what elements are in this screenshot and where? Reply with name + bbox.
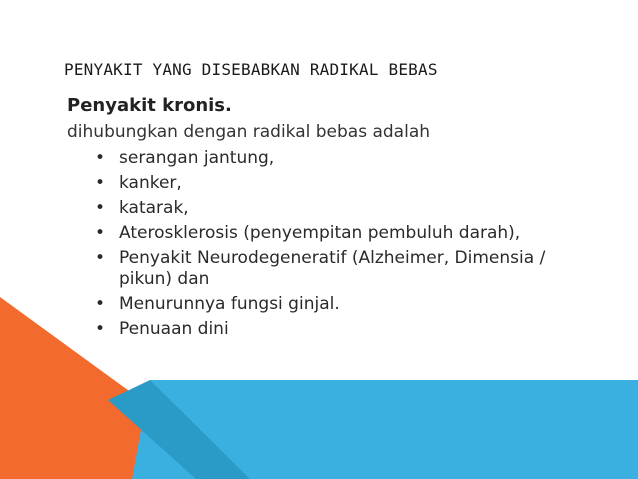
bullet-item	[67, 148, 549, 169]
bullet-icon: •	[95, 173, 106, 193]
bullet-item-text: serangan jantung,	[119, 148, 275, 168]
intro-text: dihubungkan dengan radikal bebas adalah	[67, 122, 431, 142]
bullet-item-text: Aterosklerosis (penyempitan pembuluh darah),	[119, 223, 521, 243]
bullet-icon: •	[95, 294, 106, 314]
bullet-icon: •	[95, 319, 106, 339]
bullet-item	[67, 319, 549, 340]
bullet-icon: •	[95, 223, 106, 243]
bullet-item-text: Penyakit Neurodegeneratif (Alzheimer, Dimensia / pikun) dan	[119, 248, 546, 289]
bullet-item	[67, 198, 549, 219]
slide-title: PENYAKIT YANG DISEBABKAN RADIKAL BEBAS	[64, 60, 438, 79]
bullet-list	[67, 148, 607, 340]
bullet-item-text: Penuaan dini	[119, 319, 229, 339]
slide-body	[67, 93, 607, 340]
bullet-icon: •	[95, 148, 106, 168]
bullet-item-text: Menurunnya fungsi ginjal.	[119, 294, 340, 314]
bullet-item-text: kanker,	[119, 173, 182, 193]
bullet-item	[67, 223, 549, 244]
bullet-icon: •	[95, 198, 106, 218]
bullet-item	[67, 173, 549, 194]
bullet-item-text: katarak,	[119, 198, 189, 218]
bullet-icon: •	[95, 248, 106, 268]
bullet-item	[67, 248, 549, 290]
bullet-item	[67, 294, 549, 315]
subtitle: Penyakit kronis.	[67, 95, 232, 116]
